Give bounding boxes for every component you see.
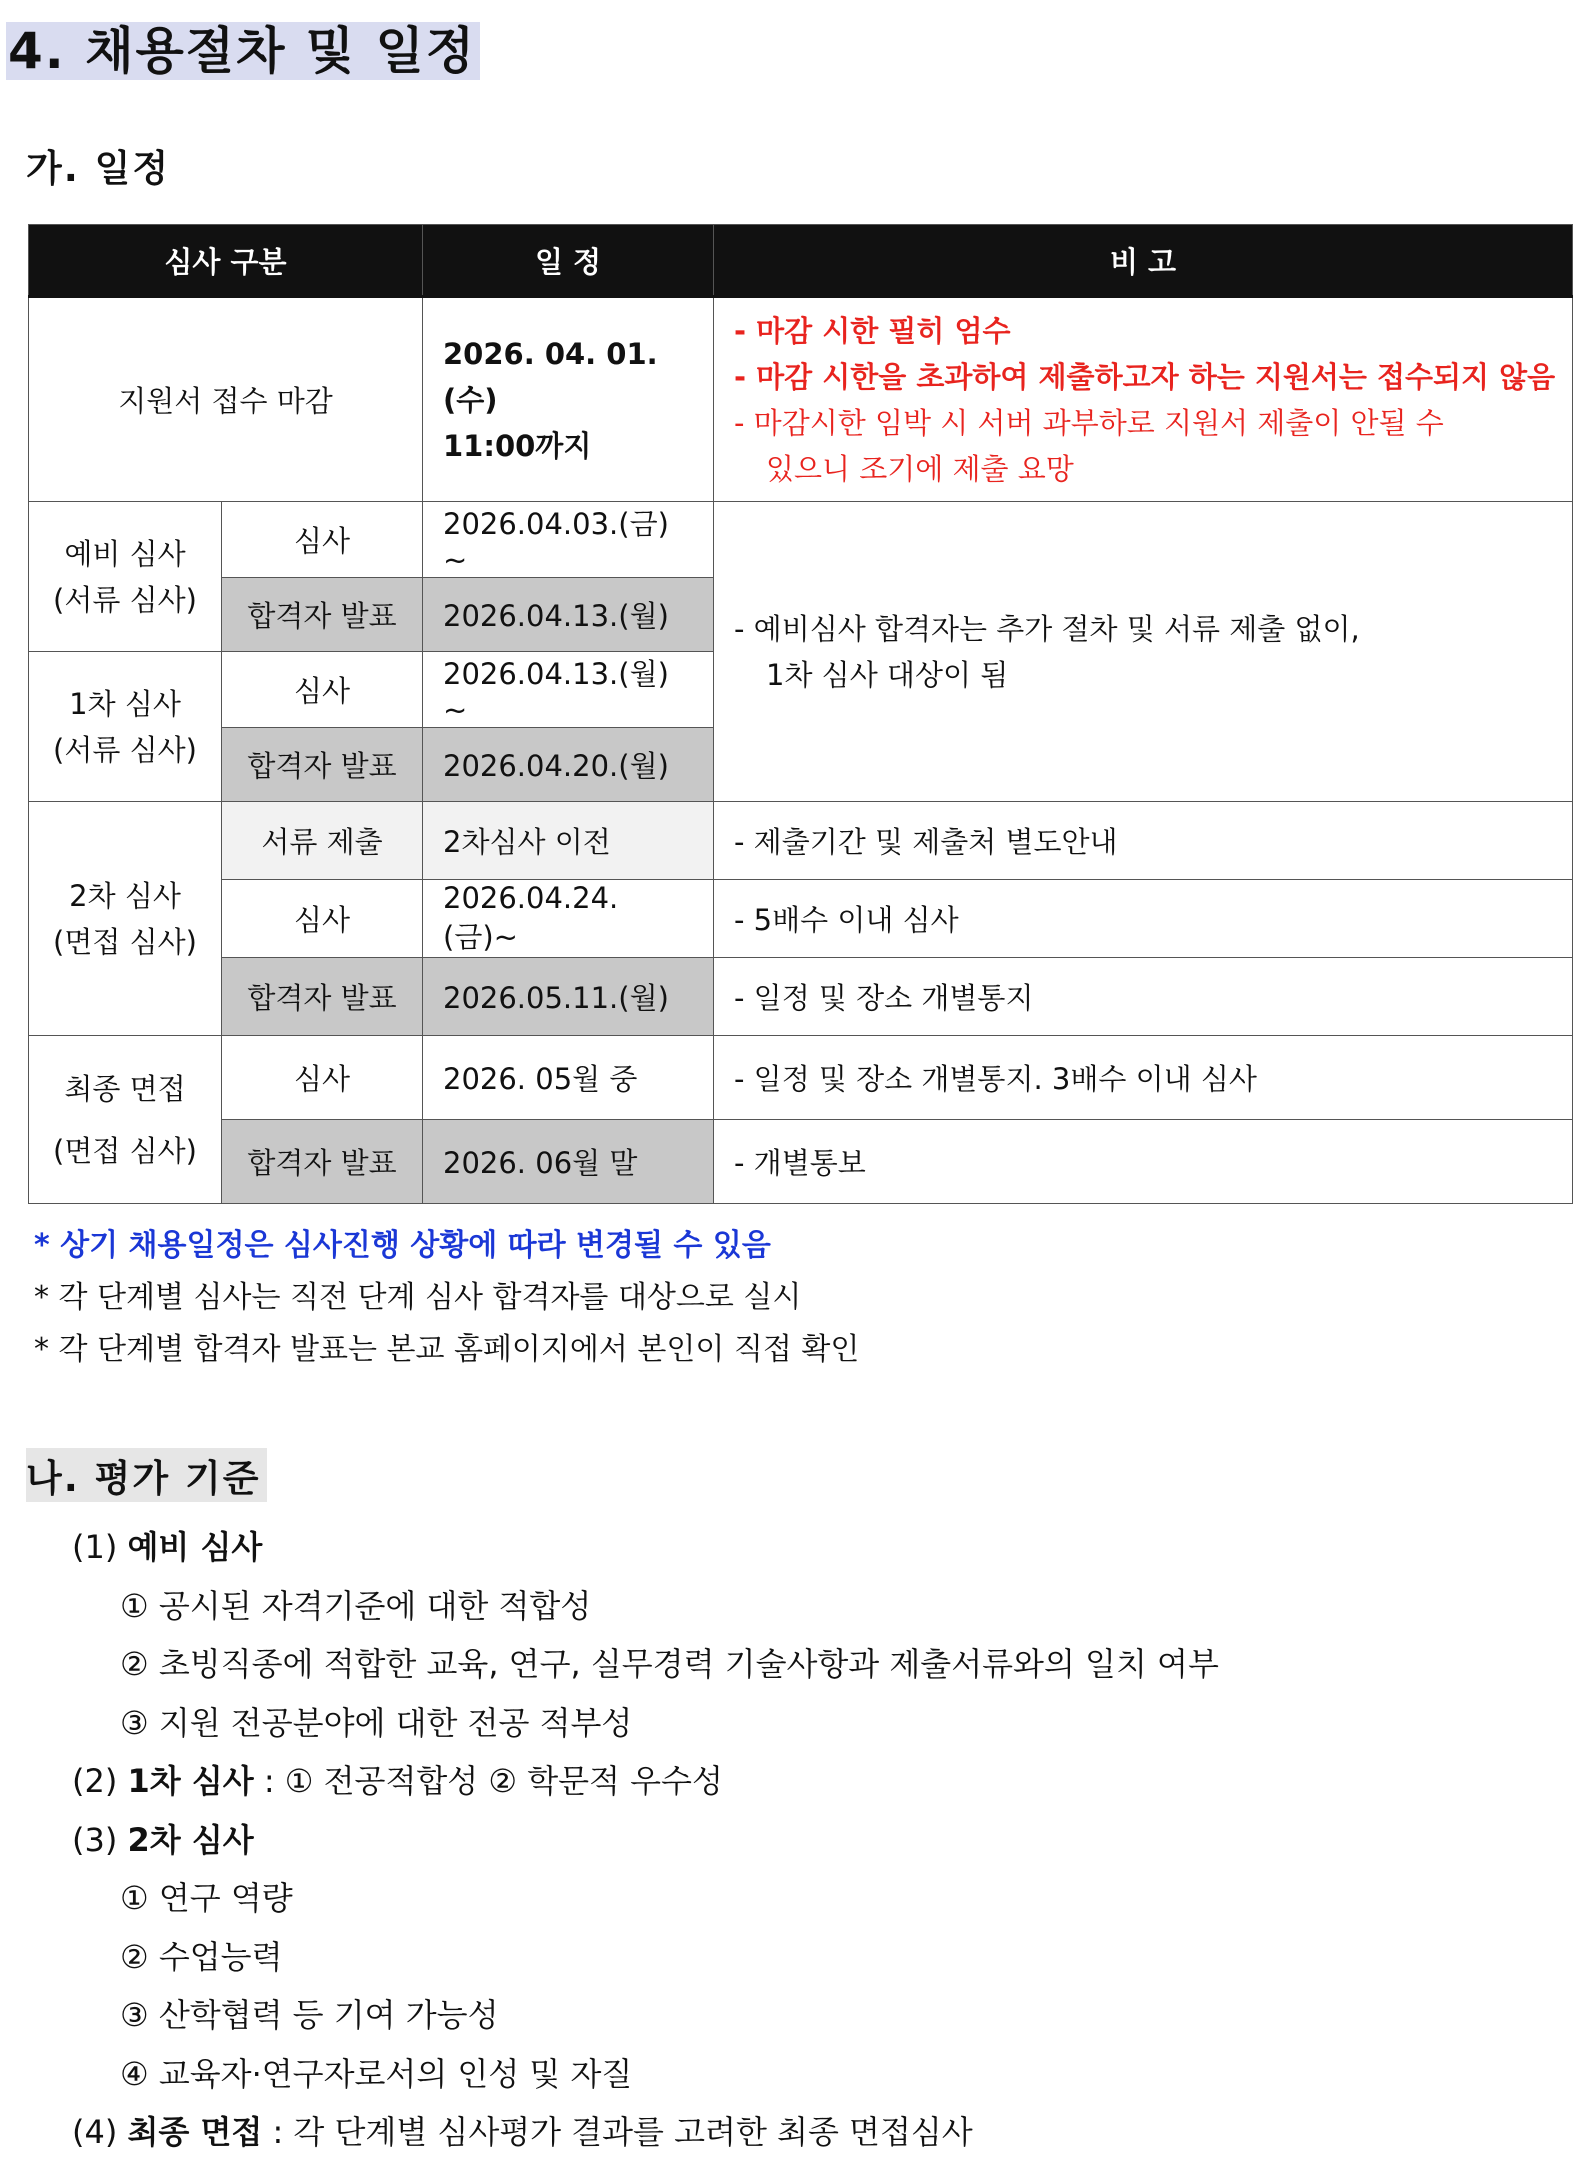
second-announce-note: - 일정 및 장소 개별통지 bbox=[714, 958, 1573, 1036]
criteria-1 bbox=[72, 1518, 1219, 1577]
final-review-date: 2026. 05월 중 bbox=[423, 1036, 714, 1120]
prelim-label-2: (서류 심사) bbox=[53, 582, 197, 617]
criteria-heading: 나. 평가 기준 bbox=[26, 1448, 267, 1502]
deadline-note-1: - 마감 시한 필히 엄수 bbox=[734, 313, 1011, 348]
second-announce: 합격자 발표 bbox=[222, 958, 423, 1036]
note-2: * 각 단계별 심사는 직전 단계 심사 합격자를 대상으로 실시 bbox=[34, 1280, 802, 1315]
second-docs-date: 2차심사 이전 bbox=[423, 802, 714, 880]
deadline-note-3b: 있으니 조기에 제출 요망 bbox=[766, 451, 1074, 486]
criteria-3-item-3: ③ 산학협력 등 기여 가능성 bbox=[120, 1996, 499, 2034]
deadline-note-3: - 마감시한 임박 시 서버 과부하로 지원서 제출이 안될 수 bbox=[734, 405, 1444, 440]
final-announce: 합격자 발표 bbox=[222, 1120, 423, 1204]
criteria-3-item-2: ② 수업능력 bbox=[120, 1937, 283, 1976]
criteria-4-title: 최종 면접 bbox=[127, 2113, 263, 2151]
schedule-notes bbox=[34, 1220, 859, 1376]
final-announce-note: - 개별통보 bbox=[714, 1120, 1573, 1204]
final-review: 심사 bbox=[222, 1036, 423, 1120]
prelim-label-1: 예비 심사 bbox=[64, 536, 186, 571]
first-announce: 합격자 발표 bbox=[222, 728, 423, 802]
section-title: 4. 채용절차 및 일정 bbox=[6, 22, 480, 80]
criteria-1-num: (1) bbox=[72, 1528, 118, 1566]
prelim-first-remarks bbox=[714, 502, 1573, 802]
criteria-3-title: 2차 심사 bbox=[127, 1820, 254, 1859]
criteria-3-num: (3) bbox=[72, 1820, 118, 1859]
criteria-2-rest: : ① 전공적합성 ② 학문적 우수성 bbox=[253, 1762, 723, 1800]
table-header-row bbox=[29, 225, 1573, 297]
criteria-3 bbox=[72, 1811, 1219, 1870]
second-docs-note: - 제출기간 및 제출처 별도안내 bbox=[714, 802, 1573, 880]
prelim-review: 심사 bbox=[222, 502, 423, 578]
header-remarks: 비 고 bbox=[714, 225, 1573, 297]
note-3: * 각 단계별 합격자 발표는 본교 홈페이지에서 본인이 직접 확인 bbox=[34, 1332, 860, 1367]
table-row-final-announce bbox=[29, 1120, 1573, 1204]
final-announce-date: 2026. 06월 말 bbox=[423, 1120, 714, 1204]
criteria-3-item-1: ① 연구 역량 bbox=[120, 1879, 293, 1917]
final-label bbox=[29, 1036, 222, 1204]
prelim-review-date: 2026.04.03.(금) ~ bbox=[423, 502, 714, 578]
header-schedule: 일 정 bbox=[423, 225, 714, 297]
first-review-date: 2026.04.13.(월) ~ bbox=[423, 652, 714, 728]
deadline-date bbox=[423, 297, 714, 502]
criteria-1-title: 예비 심사 bbox=[127, 1528, 263, 1566]
criteria-list bbox=[72, 1518, 1219, 2162]
prelim-label bbox=[29, 502, 222, 652]
criteria-1-item-2: ② 초빙직종에 적합한 교육, 연구, 실무경력 기술사항과 제출서류와의 일치 여부 bbox=[120, 1645, 1219, 1683]
first-announce-date: 2026.04.20.(월) bbox=[423, 728, 714, 802]
criteria-2-num: (2) bbox=[72, 1762, 118, 1800]
first-review: 심사 bbox=[222, 652, 423, 728]
first-label-2: (서류 심사) bbox=[53, 732, 197, 767]
merged-note-1: - 예비심사 합격자는 추가 절차 및 서류 제출 없이, bbox=[734, 611, 1360, 646]
criteria-1-item-3: ③ 지원 전공분야에 대한 전공 적부성 bbox=[120, 1703, 633, 1742]
criteria-2-title: 1차 심사 bbox=[127, 1762, 254, 1800]
second-label-2: (면접 심사) bbox=[53, 924, 197, 959]
first-label bbox=[29, 652, 222, 802]
second-review-date: 2026.04.24.(금)~ bbox=[423, 880, 714, 958]
criteria-1-item-1: ① 공시된 자격기준에 대한 적합성 bbox=[120, 1586, 592, 1625]
second-docs: 서류 제출 bbox=[222, 802, 423, 880]
note-1: * 상기 채용일정은 심사진행 상황에 따라 변경될 수 있음 bbox=[34, 1228, 771, 1263]
second-label-1: 2차 심사 bbox=[69, 878, 181, 913]
criteria-4 bbox=[72, 2103, 1219, 2162]
table-row-second-review bbox=[29, 880, 1573, 958]
deadline-remarks bbox=[714, 297, 1573, 502]
header-category: 심사 구분 bbox=[29, 225, 423, 297]
merged-note-2: 1차 심사 대상이 됨 bbox=[766, 657, 1009, 692]
final-review-note: - 일정 및 장소 개별통지. 3배수 이내 심사 bbox=[714, 1036, 1573, 1120]
second-review: 심사 bbox=[222, 880, 423, 958]
second-label bbox=[29, 802, 222, 1036]
deadline-label: 지원서 접수 마감 bbox=[29, 297, 423, 502]
final-label-1: 최종 면접 bbox=[64, 1071, 186, 1106]
deadline-date-line1: 2026. 04. 01. (수) bbox=[443, 336, 658, 417]
deadline-date-line2: 11:00까지 bbox=[443, 428, 592, 463]
criteria-4-num: (4) bbox=[72, 2113, 118, 2151]
table-row-deadline bbox=[29, 297, 1573, 502]
table-row-second-announce bbox=[29, 958, 1573, 1036]
table-row-final-review bbox=[29, 1036, 1573, 1120]
table-row-prelim-review bbox=[29, 502, 1573, 578]
schedule-table bbox=[28, 224, 1573, 1204]
criteria-3-item-4: ④ 교육자·연구자로서의 인성 및 자질 bbox=[120, 2054, 633, 2093]
first-label-1: 1차 심사 bbox=[69, 686, 181, 721]
criteria-2 bbox=[72, 1752, 1219, 1811]
criteria-4-rest: : 각 단계별 심사평가 결과를 고려한 최종 면접심사 bbox=[262, 2113, 973, 2151]
second-announce-date: 2026.05.11.(월) bbox=[423, 958, 714, 1036]
schedule-heading: 가. 일정 bbox=[26, 147, 171, 190]
table-row-second-docs bbox=[29, 802, 1573, 880]
prelim-announce: 합격자 발표 bbox=[222, 578, 423, 652]
second-review-note: - 5배수 이내 심사 bbox=[714, 880, 1573, 958]
prelim-announce-date: 2026.04.13.(월) bbox=[423, 578, 714, 652]
final-label-2: (면접 심사) bbox=[53, 1133, 197, 1168]
deadline-note-2: - 마감 시한을 초과하여 제출하고자 하는 지원서는 접수되지 않음 bbox=[734, 359, 1556, 394]
